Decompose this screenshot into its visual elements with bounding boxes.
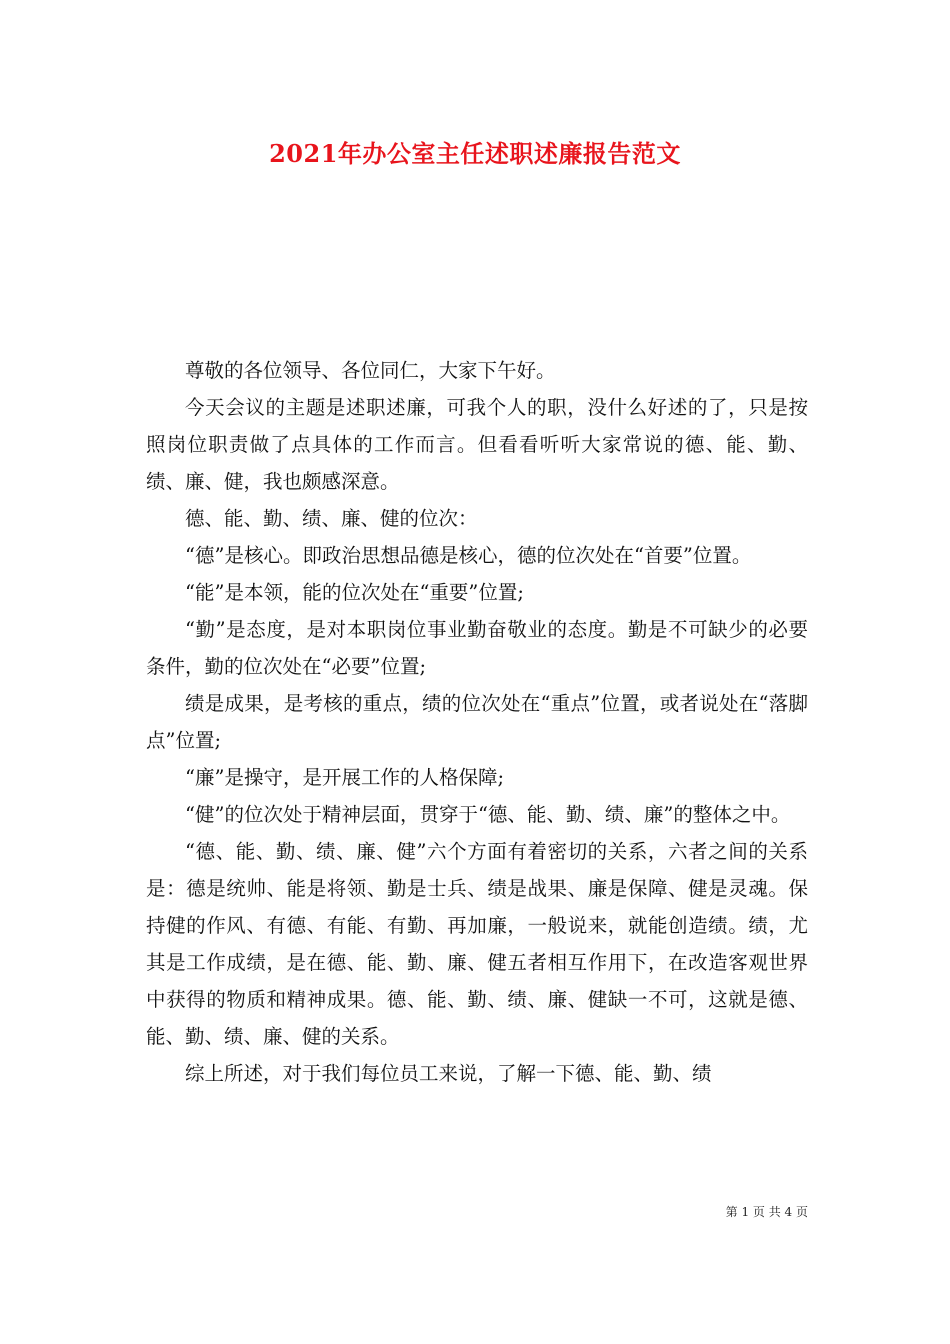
- paragraph-de: “德”是核心。即政治思想品德是核心，德的位次处在“首要”位置。: [185, 544, 752, 567]
- paragraph-ranking-heading: 德、能、勤、绩、廉、健的位次：: [185, 507, 478, 530]
- paragraph-greeting: 尊敬的各位领导、各位同仁，大家下午好。: [185, 359, 556, 382]
- paragraph-neng: “能”是本领，能的位次处在“重要”位置;: [185, 581, 524, 604]
- paragraph-relationship: “德、能、勤、绩、廉、健”六个方面有着密切的关系，六者之间的关系是：德是统帅、能是将领、勤是士兵、绩是战果、廉是保障、健是灵魂。保持健的作风、有德、有能、有勤、再加廉，一般说来，就能创造绩。绩，尤其是工作成绩，是在德、能、勤、廉、健五者相互作用下，在改造客观世界中获得的物质和精神成果。德、能、勤、绩、廉、健缺一不可，这就是德、能、勤、绩、廉、健的关系。: [146, 840, 808, 1048]
- document-title: 2021年办公室主任述职述廉报告范文: [269, 139, 681, 168]
- paragraph-intro: 今天会议的主题是述职述廉，可我个人的职，没什么好述的了，只是按照岗位职责做了点具体的工作而言。但看看听听大家常说的德、能、勤、绩、廉、健，我也颇感深意。: [146, 396, 808, 493]
- paragraph-summary: 综上所述，对于我们每位员工来说，了解一下德、能、勤、绩: [185, 1062, 712, 1085]
- paragraph-lian: “廉”是操守，是开展工作的人格保障;: [185, 766, 505, 789]
- paragraph-qin: “勤”是态度，是对本职岗位事业勤奋敬业的态度。勤是不可缺少的必要条件，勤的位次处在“必要”位置;: [146, 618, 808, 678]
- page-number: 第 1 页 共 4 页: [725, 1205, 808, 1219]
- paragraph-ji: 绩是成果，是考核的重点，绩的位次处在“重点”位置，或者说处在“落脚点”位置;: [146, 692, 808, 752]
- document-body: [146, 352, 808, 1092]
- paragraph-jian: “健”的位次处于精神层面，贯穿于“德、能、勤、绩、廉”的整体之中。: [185, 803, 791, 826]
